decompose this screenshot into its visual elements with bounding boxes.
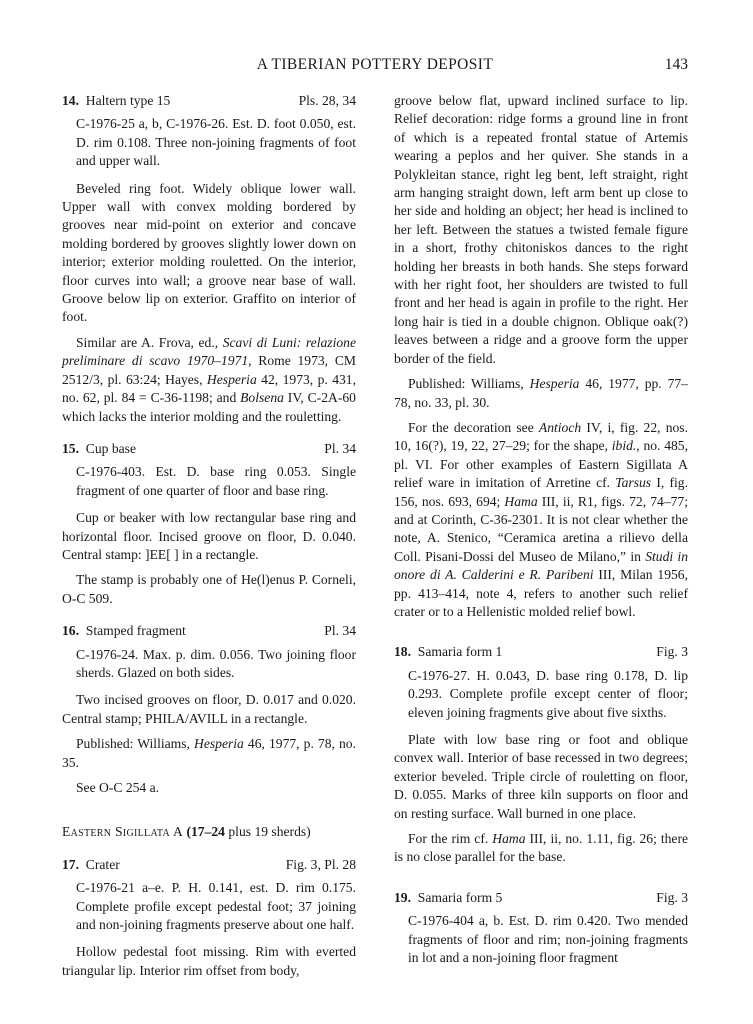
entry-title: Crater [85,856,120,872]
entry-17-comparanda: For the decoration see Antioch IV, i, fig. 22, nos. 10, 16(?), 19, 22, 27–29; for the shape, ibid., no. 485, pl. VI. For other examples of Eastern Sigillata A relief ware in imitation of Arretine cf. Tarsus I, fig. 156, nos. 693, 694; Hama III, ii, R1, figs. 72, 74–77; and at Corinth, C-36-2301. It is not clear whether the note, A. Stenico, “Ceramica aretina a rilievo della Coll. Pisani-Dossi del Museo de Milano,” in Studi in onore di A. Calderini e R. Paribeni III, Milan 1956, pp. 413–414, note 4, refers to another such relief crater or to a Hellenistic molded relief bowl. [394,419,689,619]
entry-title: Cup base [85,440,137,456]
entry-number: 15. [62,440,79,456]
entry-title: Samaria form 1 [417,644,503,660]
entry-14-description: Beveled ring foot. Widely oblique lower wall. Upper wall with convex molding bordered by grooves near mid-point on exterior and concave molding bordered by grooves slightly lower down on interior; exterior molding rouletted. On the interior, floor curves into wall; a groove near base of wall. Groove below lip on exterior. Graffito on interior of foot. [62,180,356,325]
entry-17-publication: Published: Williams, Hesperia 46, 1977, pp. 77–78, no. 33, pl. 30. [394,376,688,410]
left-column [62,92,356,980]
entry-14-heading [62,92,356,110]
entry-14-comparanda: Similar are A. Frova, ed., Scavi di Luni: relazione preliminare di scavo 1970–1971, Rome 1973, CM 2512/3, pl. 63:24; Hayes, Hesperia 42, 1973, p. 431, no. 62, pl. 84 = C-36-1198; and Bolsena IV, C-2A-60 which lacks the interior molding and the rouletting. [62,334,356,424]
section-heading: Eastern Sigillata A (17–24 plus 19 sherds) [62,824,311,840]
plate-reference: Pl. 34 [324,623,356,639]
entry-19-summary: C-1976-404 a, b. Est. D. rim 0.420. Two mended fragments of floor and rim; non-joining fragments in lot and a non-joining floor fragment [408,913,688,966]
figure-reference: Fig. 3 [656,644,688,660]
entry-18-summary: C-1976-27. H. 0.043, D. base ring 0.178, D. lip 0.293. Complete profile except center of floor; eleven joining fragments give about five sixths. [408,667,688,720]
entry-15-note: The stamp is probably one of He(l)enus P. Corneli, O-C 509. [62,572,356,606]
entry-number: 16. [62,623,79,639]
entry-16-see-also: See O-C 254 a. [76,780,160,795]
entry-title: Stamped fragment [85,623,186,639]
entry-15-description: Cup or beaker with low rectangular base ring and horizontal floor. Incised groove on floor, D. 0.040. Central stamp: ]EE[ ] in a rectangle. [62,510,356,562]
entry-title: Haltern type 15 [85,93,171,108]
plate-reference: Pl. 34 [324,440,356,456]
page-number: 143 [664,56,688,73]
entry-number: 18. [394,644,411,660]
page-header [62,56,688,80]
figure-reference: Fig. 3 [656,889,688,905]
right-column [394,92,688,967]
entry-number: 19. [394,889,411,905]
entry-15-summary: C-1976-403. Est. D. base ring 0.053. Single fragment of one quarter of floor and base ring. [76,464,356,498]
entry-17-description-continued: groove below flat, upward inclined surface to lip. Relief decoration: ridge forms a ground line in front of which is a repeated frontal statue of Artemis wearing a peplos and her quiver. She stands in a Polykleitan stance, right leg bent, left straight, right arm hanging straight down, left arm bent up close to her side and holding an object; her head is inclined to her left. Between the statues a twisted female figure in a short, frothy chitoniskos dances to the right holding her breasts in both hands. She steps forward with her right foot, her shoulders are twisted to full front and her head is again in profile to the right. Her long hair is tied in a double chignon. Oblique oak(?) leaves between a ridge and a groove form the upper border of the field. [394,93,688,366]
entry-16-heading [62,622,356,640]
running-title: A TIBERIAN POTTERY DEPOSIT [256,56,494,73]
entry-number: 17. [62,856,79,872]
entry-16-description: Two incised grooves on floor, D. 0.017 and 0.020. Central stamp; PHILA/AVILL in a rectangle. [62,692,356,726]
entry-17-heading [62,856,356,874]
entry-19-heading [394,889,688,907]
entry-17-description: Hollow pedestal foot missing. Rim with everted triangular lip. Interior rim offset from body, [62,944,356,978]
entry-15-heading [62,440,356,458]
entry-17-summary: C-1976-21 a–e. P. H. 0.141, est. D. rim 0.175. Complete profile except pedestal foot; 37 joining and non-joining fragments preserve about one half. [76,880,356,933]
entry-16-publication: Published: Williams, Hesperia 46, 1977, p. 78, no. 35. [62,736,356,770]
figure-reference: Fig. 3, Pl. 28 [285,856,356,872]
entry-18-comparanda: For the rim cf. Hama III, ii, no. 1.11, fig. 26; there is no close parallel for the base. [394,831,689,865]
entry-18-heading [394,643,688,661]
entry-title: Samaria form 5 [417,889,503,905]
entry-16-summary: C-1976-24. Max. p. dim. 0.056. Two joining floor sherds. Glazed on both sides. [76,646,356,680]
entry-number: 14. [62,93,79,108]
entry-14-summary: C-1976-25 a, b, C-1976-26. Est. D. foot 0.050, est. D. rim 0.108. Three non-joining fragments of foot and upper wall. [76,116,356,169]
plate-reference: Pls. 28, 34 [298,93,356,108]
entry-18-description: Plate with low base ring or foot and oblique convex wall. Interior of base recessed in two degrees; exterior beveled. Triple circle of rouletting on floor, D. 0.055. Marks of three kiln supports on floor and on resting surface. Wall burned in one place. [394,732,688,821]
